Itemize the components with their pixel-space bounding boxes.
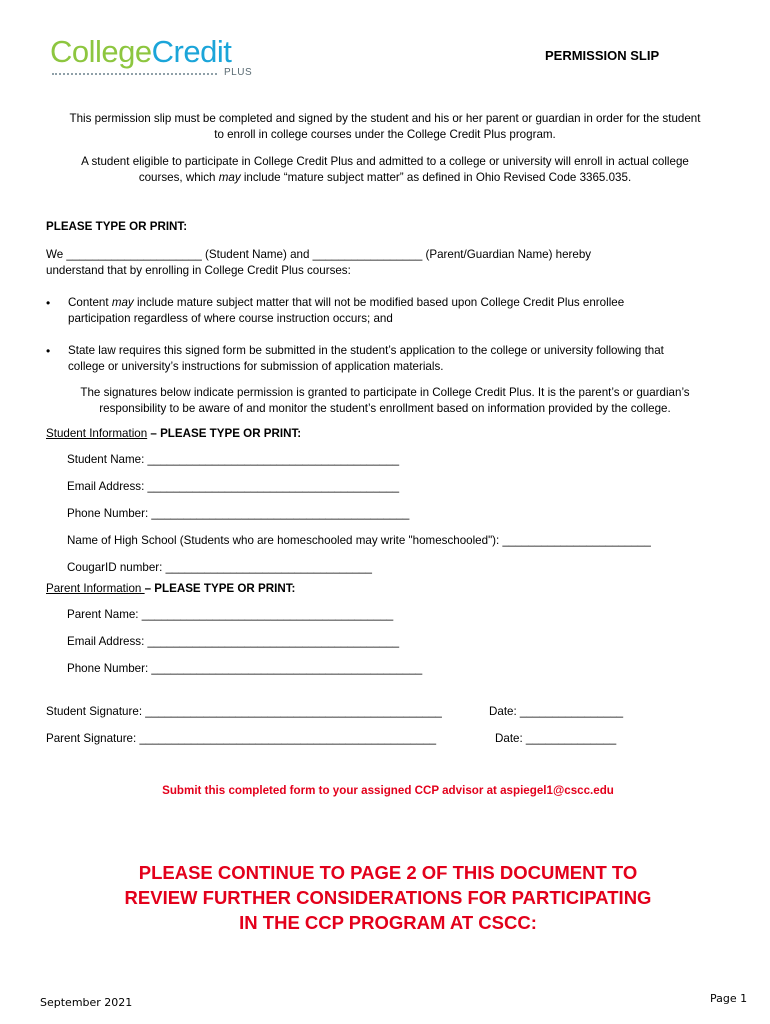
footer-date: September 2021 (40, 996, 133, 1009)
student-email-field[interactable]: Email Address: _______________________________________ (67, 480, 400, 493)
intro-paragraph-2: A student eligible to participate in College Credit Plus and admitted to a college or university will enroll in actual college courses, which may include “mature subject matter” as defined in Ohio Revised Code 3365.035. (81, 155, 689, 184)
parent-info-heading: Parent Information – PLEASE TYPE OR PRINT: (46, 582, 296, 595)
student-phone-field[interactable]: Phone Number: ________________________________________ (67, 507, 410, 520)
student-info-heading: Student Information – PLEASE TYPE OR PRINT: (46, 427, 302, 440)
student-name-field[interactable]: Student Name: _______________________________________ (67, 453, 400, 466)
student-signature-field[interactable]: Student Signature: ______________________________________________ (46, 705, 442, 718)
bullet-icon: • (46, 296, 51, 310)
parent-email-field[interactable]: Email Address: _______________________________________ (67, 635, 400, 648)
signatures-note: The signatures below indicate permission is granted to participate in College Credit Plus. It is the parent’s or guardian’s responsibility to be aware of and monitor the student’s enrollment based on information provided by the college. (80, 386, 690, 415)
logo-dotted-line (52, 73, 217, 75)
continue-notice: PLEASE CONTINUE TO PAGE 2 OF THIS DOCUMENT TO REVIEW FURTHER CONSIDERATIONS FOR PARTICIPATING IN THE CCP PROGRAM AT CSCC: (124, 862, 652, 933)
page-number: Page 1 (710, 992, 748, 1005)
bullet-item-content: Content may include mature subject matter that will not be modified based upon College Credit Plus enrollee participation regardless of where course instruction occurs; and (68, 296, 625, 325)
parent-name-field[interactable]: Parent Name: _______________________________________ (67, 608, 394, 621)
cougarid-field[interactable]: CougarID number: ________________________________ (67, 561, 372, 574)
high-school-field[interactable]: Name of High School (Students who are homeschooled may write "homeschooled"): _______________________ (67, 534, 651, 547)
logo-plus: PLUS (224, 67, 253, 78)
parent-signature-field[interactable]: Parent Signature: ______________________________________________ (46, 732, 437, 745)
parent-date-field[interactable]: Date: ______________ (495, 732, 617, 745)
we-statement: We _____________________ (Student Name) and _________________ (Parent/Guardian Name) hereby understand that by enrolling in College Credit Plus courses: (46, 248, 592, 277)
college-credit-plus-logo (50, 36, 265, 80)
student-date-field[interactable]: Date: ________________ (489, 705, 624, 718)
please-type-heading: PLEASE TYPE OR PRINT: (46, 220, 188, 233)
page-title: PERMISSION SLIP (545, 48, 660, 63)
bullet-icon: • (46, 344, 51, 358)
logo-wordmark: CollegeCredit (50, 34, 232, 69)
intro-paragraph-1: This permission slip must be completed and signed by the student and his or her parent or guardian in order for the student to enroll in college courses under the College Credit Plus program. (69, 112, 701, 141)
submit-note: Submit this completed form to your assigned CCP advisor at aspiegel1@cscc.edu (162, 784, 614, 797)
bullet-item-state-law: State law requires this signed form be submitted in the student’s application to the college or university following that college or university’s instructions for submission of application materials. (68, 344, 664, 373)
parent-phone-field[interactable]: Phone Number: __________________________________________ (67, 662, 423, 675)
